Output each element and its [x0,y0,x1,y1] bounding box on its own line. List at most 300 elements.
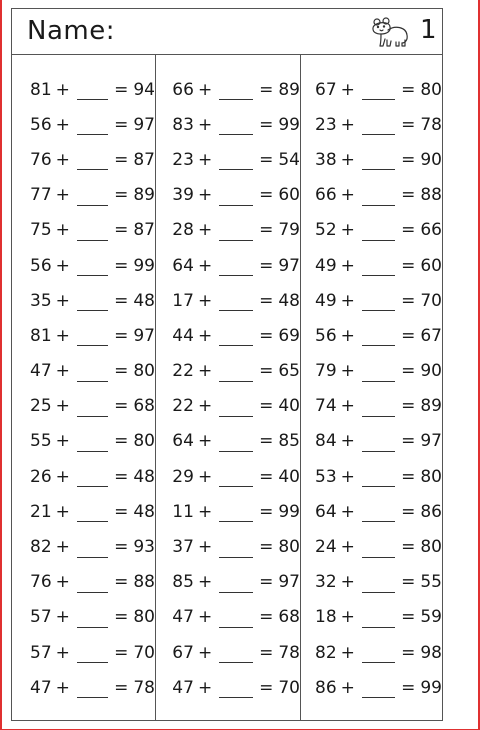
answer-blank[interactable] [77,365,108,382]
sum-value: 80 [133,431,155,452]
sum-value: 60 [420,255,442,276]
equals-sign: = [401,572,416,593]
plus-sign: + [340,607,355,628]
equals-sign: = [259,114,274,135]
equals-sign: = [114,537,129,558]
addend: 17 [172,290,194,311]
exercise-row [12,670,155,705]
plus-sign: + [197,361,213,382]
addend: 81 [30,325,52,346]
addend: 47 [30,677,52,698]
exercise-row [301,635,442,670]
sum-value: 54 [278,149,300,170]
sum-value: 88 [133,572,155,593]
exercise-row [12,565,155,600]
equals-sign: = [259,677,274,698]
answer-blank[interactable] [77,505,108,522]
addend: 18 [315,607,337,628]
sum-value: 99 [278,501,300,522]
equals-sign: = [259,149,274,170]
equals-sign: = [114,466,129,487]
exercise-row [156,72,300,107]
sum-value: 78 [278,642,300,663]
plus-sign: + [340,325,355,346]
equals-sign: = [114,642,129,663]
equals-sign: = [259,396,274,417]
sum-value: 78 [420,114,442,135]
sum-value: 93 [133,537,155,558]
addend: 75 [30,220,52,241]
equals-sign: = [401,431,416,452]
plus-sign: + [197,220,213,241]
sum-value: 48 [133,466,155,487]
answer-blank[interactable] [219,646,253,663]
exercise-row [301,389,442,424]
answer-blank[interactable] [362,329,395,346]
answer-blank[interactable] [77,224,108,241]
exercise-row [12,600,155,635]
addend: 22 [172,396,194,417]
addend: 85 [172,572,194,593]
plus-sign: + [55,572,70,593]
exercise-column [301,54,442,720]
plus-sign: + [340,642,355,663]
answer-blank[interactable] [77,259,108,276]
plus-sign: + [197,572,213,593]
sum-value: 59 [420,607,442,628]
sum-value: 66 [420,220,442,241]
addend: 24 [315,537,337,558]
answer-blank[interactable] [77,294,108,311]
exercise-row [301,107,442,142]
sum-value: 97 [420,431,442,452]
exercise-row [301,494,442,529]
sum-value: 99 [278,114,300,135]
exercise-row [156,494,300,529]
equals-sign: = [114,431,129,452]
exercise-row [156,318,300,353]
plus-sign: + [197,290,213,311]
equals-sign: = [259,361,274,382]
answer-blank[interactable] [362,611,395,628]
sum-value: 97 [133,325,155,346]
equals-sign: = [114,290,129,311]
plus-sign: + [55,466,70,487]
sum-value: 87 [133,220,155,241]
exercise-row [301,565,442,600]
addend: 82 [30,537,52,558]
sum-value: 98 [420,642,442,663]
equals-sign: = [114,255,129,276]
answer-blank[interactable] [362,541,395,558]
answer-blank[interactable] [362,400,395,417]
answer-blank[interactable] [362,646,395,663]
answer-blank[interactable] [362,118,395,135]
exercise-row [156,178,300,213]
exercise-row [12,494,155,529]
equals-sign: = [401,501,416,522]
equals-sign: = [401,325,416,346]
answer-blank[interactable] [219,329,253,346]
answer-blank[interactable] [219,611,253,628]
answer-blank[interactable] [219,118,253,135]
addend: 86 [315,677,337,698]
answer-blank[interactable] [219,259,253,276]
sum-value: 40 [278,396,300,417]
answer-blank[interactable] [362,153,395,170]
sum-value: 68 [133,396,155,417]
addend: 29 [172,466,194,487]
equals-sign: = [259,466,274,487]
exercise-row [156,389,300,424]
addend: 67 [172,642,194,663]
addend: 47 [172,607,194,628]
answer-blank[interactable] [219,189,253,206]
exercise-row [12,389,155,424]
answer-blank[interactable] [362,576,395,593]
exercise-row [12,72,155,107]
addend: 53 [315,466,337,487]
addend: 21 [30,501,52,522]
answer-blank[interactable] [362,505,395,522]
equals-sign: = [401,677,416,698]
plus-sign: + [197,149,213,170]
addend: 64 [172,255,194,276]
equals-sign: = [259,642,274,663]
answer-blank[interactable] [362,224,395,241]
equals-sign: = [401,79,416,100]
exercise-row [12,142,155,177]
addend: 84 [315,431,337,452]
plus-sign: + [55,114,70,135]
addend: 66 [172,79,194,100]
exercise-row [156,670,300,705]
equals-sign: = [401,396,416,417]
sum-value: 79 [278,220,300,241]
sum-value: 65 [278,361,300,382]
sum-value: 55 [420,572,442,593]
equals-sign: = [114,220,129,241]
equals-sign: = [401,607,416,628]
plus-sign: + [197,79,213,100]
sum-value: 80 [420,466,442,487]
exercise-row [301,178,442,213]
equals-sign: = [401,255,416,276]
sum-value: 89 [420,396,442,417]
answer-blank[interactable] [219,435,253,452]
answer-blank[interactable] [362,681,395,698]
sheet-number: 1 [420,15,437,45]
sum-value: 88 [420,185,442,206]
exercise-row [12,178,155,213]
exercise-row [301,318,442,353]
answer-blank[interactable] [219,681,253,698]
plus-sign: + [340,431,355,452]
exercise-row [12,213,155,248]
answer-blank[interactable] [77,153,108,170]
exercise-row [156,283,300,318]
exercise-row [301,248,442,283]
addend: 44 [172,325,194,346]
exercise-row [301,72,442,107]
answer-blank[interactable] [362,189,395,206]
sum-value: 80 [420,79,442,100]
sum-value: 94 [133,79,155,100]
sum-value: 90 [420,149,442,170]
exercise-row [12,107,155,142]
answer-blank[interactable] [362,435,395,452]
answer-blank[interactable] [362,83,395,100]
equals-sign: = [259,220,274,241]
sum-value: 70 [133,642,155,663]
equals-sign: = [114,185,129,206]
answer-blank[interactable] [77,611,108,628]
sum-value: 80 [420,537,442,558]
answer-blank[interactable] [219,541,253,558]
sum-value: 78 [133,677,155,698]
exercise-row [301,424,442,459]
plus-sign: + [197,325,213,346]
addend: 55 [30,431,52,452]
equals-sign: = [114,361,129,382]
addend: 23 [172,149,194,170]
name-label: Name: [27,16,115,46]
exercise-grid [12,54,442,720]
answer-blank[interactable] [219,294,253,311]
addend: 57 [30,607,52,628]
addend: 52 [315,220,337,241]
sum-value: 86 [420,501,442,522]
equals-sign: = [114,79,129,100]
exercise-row [12,459,155,494]
sum-value: 99 [133,255,155,276]
plus-sign: + [55,79,70,100]
sum-value: 97 [278,572,300,593]
exercise-row [301,670,442,705]
exercise-column [12,54,156,720]
addend: 76 [30,572,52,593]
sum-value: 80 [133,607,155,628]
addend: 49 [315,290,337,311]
equals-sign: = [259,537,274,558]
addend: 64 [315,501,337,522]
exercise-row [156,354,300,389]
answer-blank[interactable] [77,646,108,663]
equals-sign: = [259,255,274,276]
answer-blank[interactable] [77,400,108,417]
plus-sign: + [340,114,355,135]
addend: 23 [315,114,337,135]
addend: 11 [172,501,194,522]
plus-sign: + [340,79,355,100]
exercise-row [301,354,442,389]
equals-sign: = [259,185,274,206]
addend: 35 [30,290,52,311]
plus-sign: + [55,396,70,417]
equals-sign: = [259,79,274,100]
sum-value: 89 [278,79,300,100]
plus-sign: + [340,537,355,558]
plus-sign: + [340,185,355,206]
exercise-column [156,54,301,720]
plus-sign: + [55,185,70,206]
exercise-row [156,459,300,494]
addend: 56 [30,255,52,276]
answer-blank[interactable] [77,681,108,698]
answer-blank[interactable] [219,153,253,170]
exercise-row [156,635,300,670]
equals-sign: = [114,677,129,698]
addend: 57 [30,642,52,663]
sum-value: 48 [278,290,300,311]
equals-sign: = [401,466,416,487]
equals-sign: = [114,607,129,628]
sum-value: 48 [133,290,155,311]
addend: 56 [315,325,337,346]
answer-blank[interactable] [219,83,253,100]
equals-sign: = [114,572,129,593]
answer-blank[interactable] [77,541,108,558]
answer-blank[interactable] [362,470,395,487]
exercise-row [301,283,442,318]
exercise-row [301,600,442,635]
sum-value: 85 [278,431,300,452]
plus-sign: + [340,149,355,170]
equals-sign: = [401,114,416,135]
equals-sign: = [259,572,274,593]
addend: 47 [172,677,194,698]
plus-sign: + [55,361,70,382]
bear-icon [369,15,411,49]
worksheet-header [12,9,442,55]
exercise-row [301,142,442,177]
answer-blank[interactable] [362,294,395,311]
exercise-row [12,424,155,459]
answer-blank[interactable] [219,576,253,593]
plus-sign: + [340,361,355,382]
exercise-row [156,107,300,142]
addend: 37 [172,537,194,558]
answer-blank[interactable] [219,365,253,382]
exercise-row [156,213,300,248]
equals-sign: = [114,325,129,346]
sum-value: 67 [420,325,442,346]
addend: 83 [172,114,194,135]
equals-sign: = [401,361,416,382]
addend: 79 [315,361,337,382]
answer-blank[interactable] [219,224,253,241]
answer-blank[interactable] [219,400,253,417]
sum-value: 97 [133,114,155,135]
plus-sign: + [340,396,355,417]
answer-blank[interactable] [77,435,108,452]
plus-sign: + [55,677,70,698]
plus-sign: + [197,607,213,628]
plus-sign: + [55,607,70,628]
answer-blank[interactable] [77,329,108,346]
addend: 74 [315,396,337,417]
plus-sign: + [197,185,213,206]
addend: 67 [315,79,337,100]
sum-value: 99 [420,677,442,698]
plus-sign: + [55,431,70,452]
addend: 39 [172,185,194,206]
answer-blank[interactable] [219,470,253,487]
plus-sign: + [197,677,213,698]
exercise-row [156,600,300,635]
plus-sign: + [197,255,213,276]
plus-sign: + [197,114,213,135]
answer-blank[interactable] [362,259,395,276]
addend: 82 [315,642,337,663]
exercise-row [156,142,300,177]
sum-value: 70 [420,290,442,311]
equals-sign: = [401,290,416,311]
equals-sign: = [401,185,416,206]
exercise-row [301,529,442,564]
plus-sign: + [340,220,355,241]
plus-sign: + [197,537,213,558]
answer-blank[interactable] [77,118,108,135]
addend: 28 [172,220,194,241]
equals-sign: = [259,607,274,628]
equals-sign: = [401,642,416,663]
equals-sign: = [401,537,416,558]
equals-sign: = [259,501,274,522]
exercise-row [156,565,300,600]
exercise-row [12,283,155,318]
equals-sign: = [401,149,416,170]
answer-blank[interactable] [77,470,108,487]
plus-sign: + [197,396,213,417]
sum-value: 80 [278,537,300,558]
equals-sign: = [114,149,129,170]
equals-sign: = [401,220,416,241]
answer-blank[interactable] [219,505,253,522]
exercise-row [301,213,442,248]
answer-blank[interactable] [77,83,108,100]
plus-sign: + [55,290,70,311]
plus-sign: + [55,220,70,241]
addend: 32 [315,572,337,593]
plus-sign: + [340,572,355,593]
plus-sign: + [55,325,70,346]
sum-value: 70 [278,677,300,698]
exercise-row [301,459,442,494]
sum-value: 80 [133,361,155,382]
sum-value: 48 [133,501,155,522]
addend: 66 [315,185,337,206]
plus-sign: + [55,255,70,276]
plus-sign: + [55,642,70,663]
exercise-row [156,424,300,459]
answer-blank[interactable] [77,189,108,206]
addend: 47 [30,361,52,382]
equals-sign: = [259,290,274,311]
equals-sign: = [259,325,274,346]
exercise-row [156,529,300,564]
addend: 81 [30,79,52,100]
equals-sign: = [114,501,129,522]
addend: 76 [30,149,52,170]
answer-blank[interactable] [77,576,108,593]
sum-value: 60 [278,185,300,206]
exercise-row [12,318,155,353]
answer-blank[interactable] [362,365,395,382]
plus-sign: + [340,290,355,311]
equals-sign: = [114,396,129,417]
plus-sign: + [197,431,213,452]
